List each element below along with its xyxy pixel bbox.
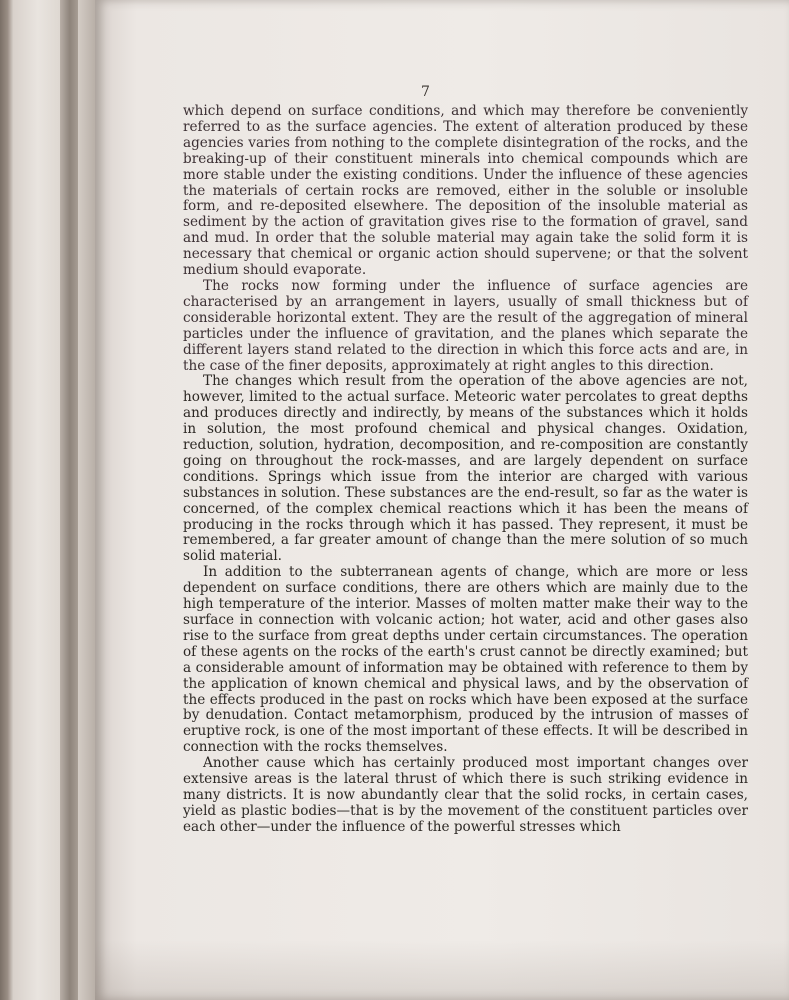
body-text (183, 104, 748, 836)
paragraph: The rocks now forming under the influence of surface agencies are characterised by an arrangement in layers, usually of small thickness but of considerable horizontal extent. They are the result of the aggregation of mineral particles under the influence of gravitation, and the planes which separate the different layers stand related to the direction in which this force acts and are, in the case of the finer deposits, approximately at right angles to this direction. (183, 277, 748, 374)
paragraph: Another cause which has certainly produced most important changes over extensive areas is the lateral thrust of which there is such striking evidence in many districts. It is now abundantly clear that the solid rocks, in certain cases, yield as plastic bodies—that is by the movement of the constituent particles over each other—under the influence of the powerful stresses which (183, 755, 748, 835)
paragraph: which depend on surface conditions, and which may therefore be conveniently referred to as the surface agencies. The extent of alteration produced by these agencies varies from nothing to the complete disintegration of the rocks, and the breaking-up of their constituent minerals into chemical compounds which are more stable under the existing conditions. Under the influence of these agencies the materials of certain rocks are removed, either in the soluble or insoluble form, and re-deposited elsewhere. The deposition of the insoluble material as sediment by the action of gravitation gives rise to the formation of gravel, sand and mud. In order that the soluble material may again take the solid form it is necessary that chemical or organic action should supervene; or that the solvent medium should evaporate. (183, 103, 748, 279)
book-page (95, 0, 789, 1000)
page-number: 7 (421, 84, 430, 100)
book-gutter (60, 0, 78, 1000)
book-spine (0, 0, 95, 1000)
paragraph: In addition to the subterranean agents of change, which are more or less dependent on surface conditions, there are others which are mainly due to the high temperature of the interior. Masses of molten matter make their way to the surface in connection with volcanic action; hot water, acid and other gases also rise to the surface from great depths under certain circumstances. The operation of these agents on the rocks of the earth's crust cannot be directly examined; but a considerable amount of information may be obtained with reference to them by the application of known chemical and physical laws, and by the observation of the effects produced in the past on rocks which have been exposed at the surface by denudation. Contact metamorphism, produced by the intrusion of masses of eruptive rock, is one of the most important of these effects. It will be described in connection with the rocks themselves. (183, 564, 748, 756)
page-shadow (95, 940, 789, 1000)
paragraph: The changes which result from the operation of the above agencies are not, however, limited to the actual surface. Meteoric water percolates to great depths and produces directly and indirectly, by means of the substances which it holds in solution, the most profound chemical and physical changes. Oxidation, reduction, solution, hydration, decomposition, and re-composition are constantly going on throughout the rock-masses, and are largely dependent on surface conditions. Springs which issue from the interior are charged with various substances in solution. These substances are the end-result, so far as the water is concerned, of the complex chemical reactions which it has been the means of producing in the rocks through which it has passed. They represent, it must be remembered, a far greater amount of change than the mere solution of so much solid material. (183, 373, 748, 565)
